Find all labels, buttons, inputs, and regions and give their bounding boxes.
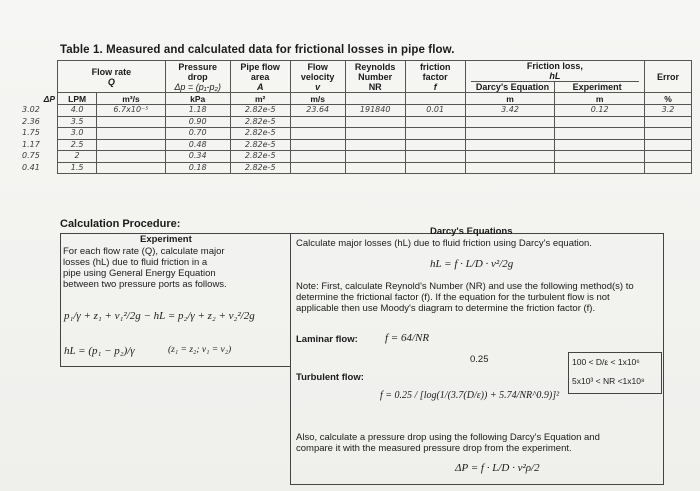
unit-m2: m²	[230, 93, 290, 105]
cell-re	[345, 151, 405, 163]
note-line-1: Note: First, calculate Reynold's Number (NR) and use the following method(s) to	[296, 281, 634, 292]
header-velocity: Flow velocity v	[290, 61, 345, 93]
cell-kpa: 0.48	[165, 139, 230, 151]
cell-m3s	[97, 139, 165, 151]
experiment-line-1: For each flow rate (Q), calculate major	[63, 246, 225, 257]
table-row	[20, 128, 692, 140]
turbulent-equation: f = 0.25 / [log(1/(3.7(D/ε)) + 5.74/NR^0.9)]²	[380, 390, 560, 401]
condition-2: 5x10³ < NR <1x10⁸	[572, 376, 645, 386]
cell-ms	[290, 162, 345, 174]
cell-side: 1.17	[22, 139, 40, 149]
cell-darcy	[465, 139, 555, 151]
cell-lpm: 3.5	[58, 116, 97, 128]
table-body	[20, 105, 692, 174]
cell-f	[405, 128, 465, 140]
table-row	[20, 116, 692, 128]
cell-side: 0.75	[22, 151, 40, 161]
laminar-label: Laminar flow:	[296, 334, 358, 345]
cell-f: 0.01	[405, 105, 465, 117]
cell-f	[405, 139, 465, 151]
cell-lpm: 2	[58, 151, 97, 163]
cell-ms	[290, 116, 345, 128]
table-caption: Table 1. Measured and calculated data for frictional losses in pipe flow.	[60, 44, 455, 56]
header-pipe-area: Pipe flow area A	[230, 61, 290, 93]
table-row	[20, 151, 692, 163]
pressure-drop-equation: ΔP = f · L/D · v²ρ/2	[455, 462, 540, 474]
conditions: (z₁ = z₂; v₁ = v₂)	[168, 345, 232, 355]
darcy-equation: hL = f · L/D · v²/2g	[430, 258, 514, 270]
header-friction-loss: Friction loss, hL Darcy's Equation Experiment	[465, 61, 644, 93]
condition-1: 100 < D/ε < 1x10⁶	[572, 357, 640, 367]
darcy-intro: Calculate major losses (hL) due to fluid friction using Darcy's equation.	[296, 238, 592, 249]
unit-kpa: kPa	[165, 93, 230, 105]
cell-kpa: 0.70	[165, 128, 230, 140]
cell-side: 0.41	[22, 162, 40, 172]
cell-darcy	[465, 116, 555, 128]
cell-side: 2.36	[22, 116, 40, 126]
unit-ms: m/s	[290, 93, 345, 105]
cell-m2: 2.82e-5	[230, 162, 290, 174]
cell-m3s: 6.7x10⁻⁵	[97, 105, 165, 117]
header-reynolds: Reynolds Number NR	[345, 61, 405, 93]
cell-ms	[290, 151, 345, 163]
table-row	[20, 105, 692, 117]
experiment-line-3: pipe using General Energy Equation	[63, 268, 216, 279]
cell-exp: 0.12	[555, 105, 645, 117]
cell-kpa: 1.18	[165, 105, 230, 117]
cell-lpm: 3.0	[58, 128, 97, 140]
cell-ms: 23.64	[290, 105, 345, 117]
unit-lpm: LPM	[58, 93, 97, 105]
cell-darcy	[465, 151, 555, 163]
experiment-heading: Experiment	[140, 234, 192, 245]
cell-m2: 2.82e-5	[230, 105, 290, 117]
cell-m3s	[97, 116, 165, 128]
header-flow-rate: Flow rate Q	[58, 61, 166, 93]
cell-ms	[290, 128, 345, 140]
cell-exp	[555, 139, 645, 151]
cell-m3s	[97, 128, 165, 140]
turbulent-label: Turbulent flow:	[296, 372, 364, 383]
cell-re	[345, 128, 405, 140]
cell-ms	[290, 139, 345, 151]
unit-m-exp: m	[555, 93, 645, 105]
cell-exp	[555, 151, 645, 163]
cell-m3s	[97, 162, 165, 174]
table-row	[20, 162, 692, 174]
cell-side: 1.75	[22, 128, 40, 138]
darcy-heading: Darcy's Equations	[430, 226, 513, 237]
hl-equation: hL = (p₁ − p₂)/γ	[64, 345, 135, 357]
cell-err	[645, 162, 692, 174]
cell-re	[345, 139, 405, 151]
cell-kpa: 0.90	[165, 116, 230, 128]
cell-re	[345, 116, 405, 128]
cell-m2: 2.82e-5	[230, 151, 290, 163]
cell-darcy: 3.42	[465, 105, 555, 117]
cell-darcy	[465, 162, 555, 174]
side-label-dp: ΔP	[43, 93, 55, 104]
experiment-line-2: losses (hL) due to fluid friction in a	[63, 257, 208, 268]
procedure-title: Calculation Procedure:	[60, 218, 181, 230]
unit-percent: %	[645, 93, 692, 105]
cell-err: 3.2	[645, 105, 692, 117]
cell-err	[645, 139, 692, 151]
also-line-1: Also, calculate a pressure drop using the following Darcy's Equation and	[296, 432, 600, 443]
note-line-2: determine the frictional factor (f). If the equation for the turbulent flow is not	[296, 292, 610, 303]
cell-lpm: 2.5	[58, 139, 97, 151]
table-row	[20, 139, 692, 151]
energy-equation: p₁/γ + z₁ + v₁²/2g − hL = p₂/γ + z₂ + v₂²/2g	[64, 310, 255, 322]
unit-m-darcy: m	[465, 93, 555, 105]
cell-side: 3.02	[22, 105, 40, 115]
cell-m2: 2.82e-5	[230, 139, 290, 151]
cell-f	[405, 116, 465, 128]
cell-exp	[555, 116, 645, 128]
cell-exp	[555, 162, 645, 174]
cell-darcy	[465, 128, 555, 140]
header-friction-factor: friction factor f	[405, 61, 465, 93]
data-table	[20, 60, 692, 174]
cell-re	[345, 162, 405, 174]
cell-err	[645, 151, 692, 163]
experiment-line-4: between two pressure ports as follows.	[63, 279, 227, 290]
unit-m3s: m³/s	[97, 93, 165, 105]
cell-m2: 2.82e-5	[230, 116, 290, 128]
cell-kpa: 0.18	[165, 162, 230, 174]
header-error: Error	[645, 61, 692, 93]
cell-err	[645, 128, 692, 140]
cell-m3s	[97, 151, 165, 163]
cell-f	[405, 151, 465, 163]
header-pressure-drop: Pressure drop Δp = (p₁-p₂)	[165, 61, 230, 93]
laminar-equation: f = 64/NR	[385, 332, 430, 344]
also-line-2: compare it with the measured pressure drop from the experiment.	[296, 443, 572, 454]
cell-err	[645, 116, 692, 128]
cell-kpa: 0.34	[165, 151, 230, 163]
cell-exp	[555, 128, 645, 140]
turbulent-numerator: 0.25	[470, 354, 489, 365]
cell-lpm: 4.0	[58, 105, 97, 117]
note-line-3: applicable then use Moody's diagram to determine the friction factor (f).	[296, 303, 596, 314]
cell-f	[405, 162, 465, 174]
cell-lpm: 1.5	[58, 162, 97, 174]
cell-m2: 2.82e-5	[230, 128, 290, 140]
cell-re: 191840	[345, 105, 405, 117]
